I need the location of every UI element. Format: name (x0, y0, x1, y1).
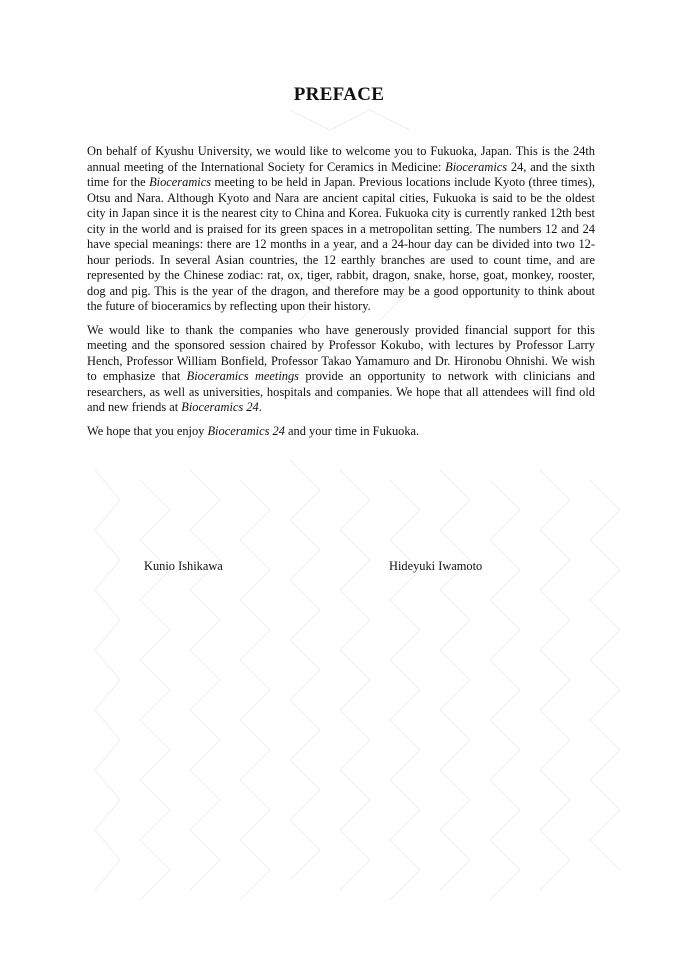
page-title: PREFACE (293, 84, 385, 105)
paragraph-closing (87, 424, 595, 440)
paragraph-closing-emphasis: Bioceramics 24 (207, 423, 285, 438)
paragraph-thanks (87, 323, 595, 416)
paragraph-welcome-text-3: meeting to be held in Japan. Previous locations include Kyoto (three times), Otsu and Nara. Although Kyoto and Nara are ancient capital cities, Fukuoka is said to be the oldest city in Japan since it is the nearest city to China and Korea. Fukuoka city is currently ranked 12th best city in the world and is praised for its green spaces in a metropolitan setting. The numbers 12 and 24 have special meanings: there are 12 months in a year, and a 24-hour day can be divided into two 12-hour periods. In several Asian countries, the 12 earthly branches are used to count time, and are represented by the Chinese zodiac: rat, ox, tiger, rabbit, dragon, snake, horse, goat, monkey, rooster, dog and pig. This is the year of the dragon, and therefore may be a good opportunity to think about the future of bioceramics by reflecting upon their history. (87, 175, 595, 313)
signature-kunio-ishikawa: Kunio Ishikawa (144, 559, 223, 573)
preface-body (87, 144, 595, 447)
signature-hideyuki-iwamoto: Hideyuki Iwamoto (389, 559, 483, 573)
paragraph-closing-text-1: We hope that you enjoy (87, 423, 208, 438)
paragraph-thanks-emphasis-1: Bioceramics meetings (186, 369, 299, 383)
paragraph-thanks-text-1: We would like to thank the companies who have generously provided financial support for this meeting and the sponsored session chaired by Professor Kokubo, with lectures by Professor Larry Hench, Professor William Bonfield, Professor Takao Yamamuro and Dr. Hironobu Ohnishi. We wish to emphasize that (87, 322, 595, 383)
paragraph-thanks-emphasis-2: Bioceramics 24 (181, 400, 259, 414)
paragraph-welcome-text-1: On behalf of Kyushu University, we would like to welcome you to Fukuoka, Japan. This is the 24th annual meeting of the International Society for Ceramics in Medicine: (87, 144, 595, 174)
paragraph-welcome-text-2: 24, and the sixth time for the (87, 159, 595, 189)
paragraph-welcome-emphasis-1: Bioceramics (445, 159, 508, 174)
paragraph-welcome (87, 144, 595, 315)
paragraph-welcome-emphasis-2: Bioceramics (149, 175, 212, 189)
paragraph-thanks-text-2: provide an opportunity to network with clinicians and researchers, as well as universities, hospitals and companies. We hope that all attendees will find old and new friends at (87, 369, 595, 414)
paragraph-thanks-text-3: . (258, 400, 262, 414)
paragraph-closing-text-2: and your time in Fukuoka. (284, 423, 420, 438)
